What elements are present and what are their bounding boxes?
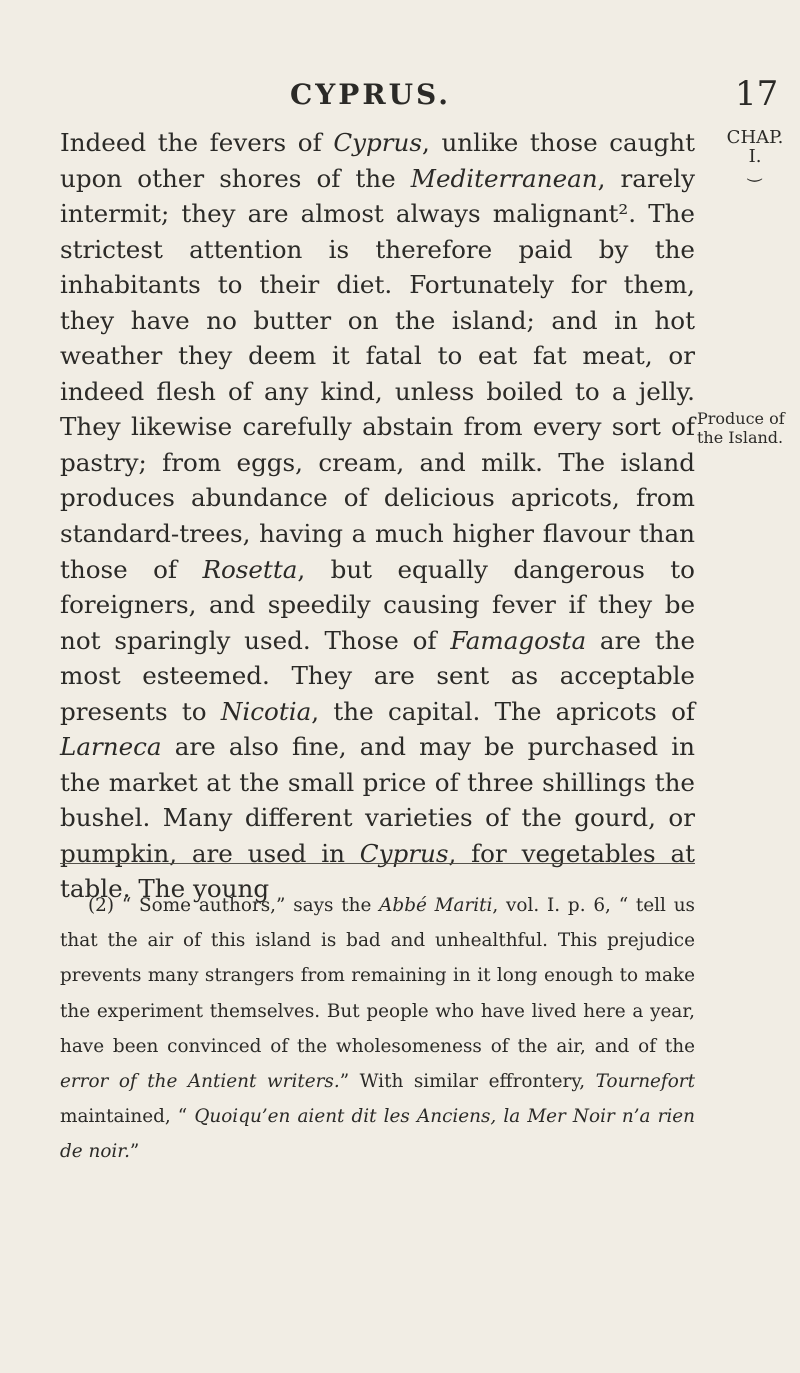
text-run: (2) “ Some authors,” says the xyxy=(88,895,380,916)
italic-run: Famagosta xyxy=(450,625,587,655)
text-run: ” With similar effrontery, xyxy=(339,1071,596,1093)
chapter-number: I. xyxy=(748,146,762,167)
italic-run: Larneca xyxy=(60,732,162,762)
text-run: maintained, “ xyxy=(60,1106,195,1128)
text-run: are the most esteemed. They are sent as acceptable presents to xyxy=(60,625,695,726)
chapter-label: CHAP. xyxy=(726,127,784,148)
text-run: Indeed the fevers of xyxy=(60,128,334,157)
text-run: ” xyxy=(129,1141,140,1163)
margin-note: Produce of the Island. xyxy=(697,409,785,447)
text-run: are also fine, and may be purchased in the market at the small price of three shillings the bushel. Many different varieties of the gourd, or pumpkin, are used in xyxy=(60,732,695,868)
text-run: , rarely intermit; they are almost always malignant². The strictest attention is therefore paid by the inhabitants to their diet. Fortunately for them, they have no butter on the island; and in hot weather they deem it fatal to eat fat meat, or indeed flesh of any kind, unless boiled to a jelly. They likewise carefully abstain from every sort of pastry; from eggs, cream, and milk. The island produces abundance of delicious apricots, from standard-trees, having a much higher flavour than those of xyxy=(60,163,695,584)
text-run: , for vegetables at table. The young xyxy=(60,838,695,904)
text-run: , but equally dangerous to foreigners, and speedily causing fever if they be not sparingly used. Those of xyxy=(60,554,695,655)
running-title: CYPRUS. xyxy=(290,78,451,111)
italic-run: error of the Antient writers. xyxy=(60,1071,340,1093)
italic-run: Cyprus xyxy=(359,838,449,868)
footnote xyxy=(60,888,695,1170)
italic-run: Tournefort xyxy=(595,1071,695,1093)
italic-run: Rosetta xyxy=(202,554,298,584)
body-paragraph xyxy=(60,125,695,907)
italic-run: Nicotia xyxy=(220,696,312,726)
brace-ornament: ⏝ xyxy=(747,162,763,181)
footnote-divider xyxy=(60,863,695,864)
italic-run: Abbé Mariti xyxy=(379,895,493,916)
page-number: 17 xyxy=(735,74,779,114)
chapter-marker xyxy=(720,128,790,181)
italic-run: Mediterranean xyxy=(410,163,598,193)
italic-run: Quoiqu’en aient dit les Anciens, la Mer Noir n’a rien de noir. xyxy=(60,1106,695,1163)
text-run: , unlike those caught upon other shores of the xyxy=(60,128,695,193)
text-run: , the capital. The apricots of xyxy=(311,696,696,726)
italic-run: Cyprus xyxy=(333,128,422,157)
text-run: , vol. I. p. 6, “ tell us that the air of this island is bad and unhealthful. This prejudice prevents many strangers from remaining in it long enough to make the experiment themselves. But people who have lived here a year, have been convinced of the wholesomeness of the air, and of the xyxy=(60,895,695,1057)
